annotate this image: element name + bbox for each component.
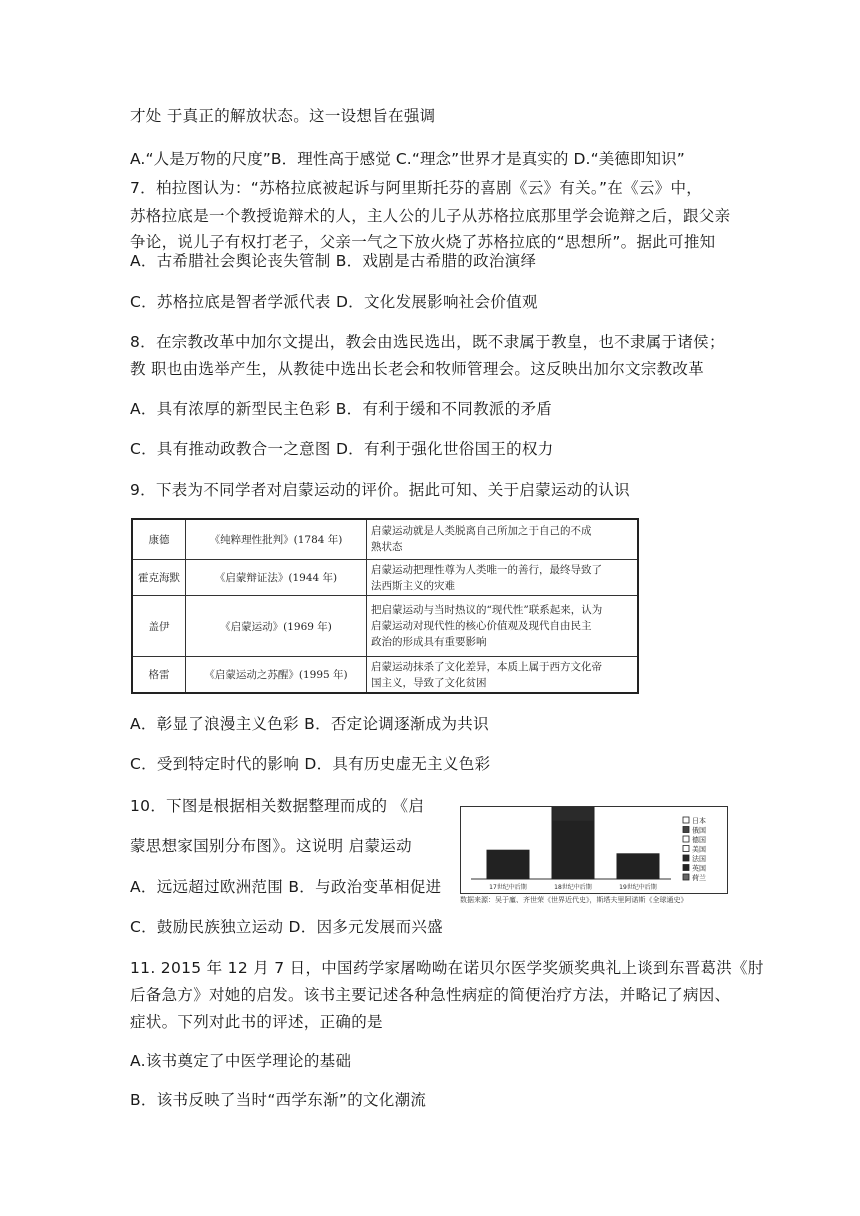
legend-swatch	[683, 817, 689, 823]
scholar-cell: 康德	[132, 519, 186, 559]
work-cell: 《启蒙运动之苏醒》(1995 年)	[186, 657, 367, 693]
work-cell: 《启蒙运动》(1969 年)	[186, 596, 367, 657]
text-line: 症状。下列对此书的评述，正确的是	[130, 1013, 383, 1031]
option-line: C．受到特定时代的影响 D．具有历史虚无主义色彩	[130, 755, 491, 773]
comment-cell: 把启蒙运动与当时热议的“现代性”联系起来，认为 启蒙运动对现代性的核心价值观及现代自由民主 政治的形成具有重要影响	[367, 596, 639, 657]
text-line: 后备急方》对她的启发。该书主要记述各种急性病症的简便治疗方法，并略记了病因、	[130, 986, 731, 1004]
legend-swatch	[683, 846, 689, 852]
legend-swatch	[683, 874, 689, 880]
legend-swatch	[683, 855, 689, 861]
distribution-chart	[460, 806, 728, 894]
option-line: C．鼓励民族独立运动 D．因多元发展而兴盛	[130, 918, 443, 936]
text-line: 争论，说儿子有权打老子，父亲一气之下放火烧了苏格拉底的“思想所”。据此可推知	[130, 233, 716, 251]
bar-segment	[552, 821, 594, 879]
option-line: A.“人是万物的尺度”B．理性高于感觉 C.“理念”世界才是真实的 D.“美德即知识”	[130, 150, 685, 168]
evaluation-table	[131, 518, 639, 694]
question-11: 11. 2015 年 12 月 7 日，中国药学家屠呦呦在诺贝尔医学奖颁奖典礼上谈到东晋葛洪《肘	[130, 959, 764, 977]
option-line: A．彰显了浪漫主义色彩 B．否定论调逐渐成为共识	[130, 715, 489, 733]
tick-label: 17世纪中后期	[489, 884, 527, 891]
text-line: 教 职也由选举产生，从教徒中选出长老会和牧师管理会。这反映出加尔文宗教改革	[130, 360, 705, 378]
legend-swatch	[683, 865, 689, 871]
chart-svg	[461, 807, 727, 893]
work-cell: 《纯粹理性批判》(1784 年)	[186, 519, 367, 559]
legend-label: 法国	[692, 855, 706, 863]
option-line: C．苏格拉底是智者学派代表 D．文化发展影响社会价值观	[130, 293, 538, 311]
question-8: 8．在宗教改革中加尔文提出，教会由选民选出，既不隶属于教皇，也不隶属于诸侯；	[130, 333, 725, 351]
option-line: B．该书反映了当时“西学东渐”的文化潮流	[130, 1091, 427, 1109]
legend-swatch	[683, 827, 689, 833]
legend-label: 英国	[692, 864, 706, 873]
option-line: A．古希腊社会舆论丧失管制 B．戏剧是古希腊的政治演绎	[130, 252, 537, 270]
option-line: C．具有推动政教合一之意图 D．有利于强化世俗国王的权力	[130, 440, 554, 458]
table-row	[132, 596, 638, 657]
legend-label: 美国	[692, 845, 706, 854]
option-line: A．具有浓厚的新型民主色彩 B．有利于缓和不同教派的矛盾	[130, 400, 553, 418]
table-row	[132, 657, 638, 693]
comment-cell: 启蒙运动抹杀了文化差异，本质上属于西方文化帝 国主义，导致了文化贫困	[367, 657, 639, 693]
question-9: 9．下表为不同学者对启蒙运动的评价。据此可知、关于启蒙运动的认识	[130, 481, 630, 499]
option-line: A．远远超过欧洲范围 B．与政治变革相促进	[130, 878, 442, 896]
legend-label: 俄国	[692, 826, 706, 835]
table-row	[132, 519, 638, 559]
scholar-cell: 霍克海默	[132, 559, 186, 595]
text-line: 蒙思想家国别分布图》。这说明 启蒙运动	[130, 837, 412, 855]
tick-label: 19世纪中后期	[619, 884, 657, 891]
work-cell: 《启蒙辩证法》(1944 年)	[186, 559, 367, 595]
tick-label: 18世纪中后期	[554, 884, 592, 891]
bar-segment	[552, 807, 594, 821]
legend-swatch	[683, 836, 689, 842]
option-line: A.该书奠定了中医学理论的基础	[130, 1052, 352, 1070]
scholar-cell: 盖伊	[132, 596, 186, 657]
legend-label: 荷兰	[692, 874, 706, 882]
legend-label: 德国	[692, 836, 706, 844]
chart-source: 数据来源：吴于廑、齐世荣《世界近代史》，斯塔夫里阿诺斯《全球通史》	[460, 896, 688, 904]
question-10: 10．下图是根据相关数据整理而成的 《启	[130, 797, 425, 815]
bar-segment	[487, 850, 529, 879]
table-row	[132, 559, 638, 595]
text-line: 苏格拉底是一个教授诡辩术的人，主人公的儿子从苏格拉底那里学会诡辩之后，跟父亲	[130, 207, 731, 225]
text-line: 才处 于真正的解放状态。这一设想旨在强调	[130, 107, 436, 125]
bar-segment	[617, 854, 659, 879]
comment-cell: 启蒙运动就是人类脱离自己所加之于自己的不成 熟状态	[367, 519, 639, 559]
legend-label: 日本	[692, 817, 706, 825]
scholar-cell: 格雷	[132, 657, 186, 693]
comment-cell: 启蒙运动把理性尊为人类唯一的善行，最终导致了 法西斯主义的灾难	[367, 559, 639, 595]
question-7: 7．柏拉图认为：“苏格拉底被起诉与阿里斯托芬的喜剧《云》有关。”在《云》中，	[130, 179, 703, 197]
